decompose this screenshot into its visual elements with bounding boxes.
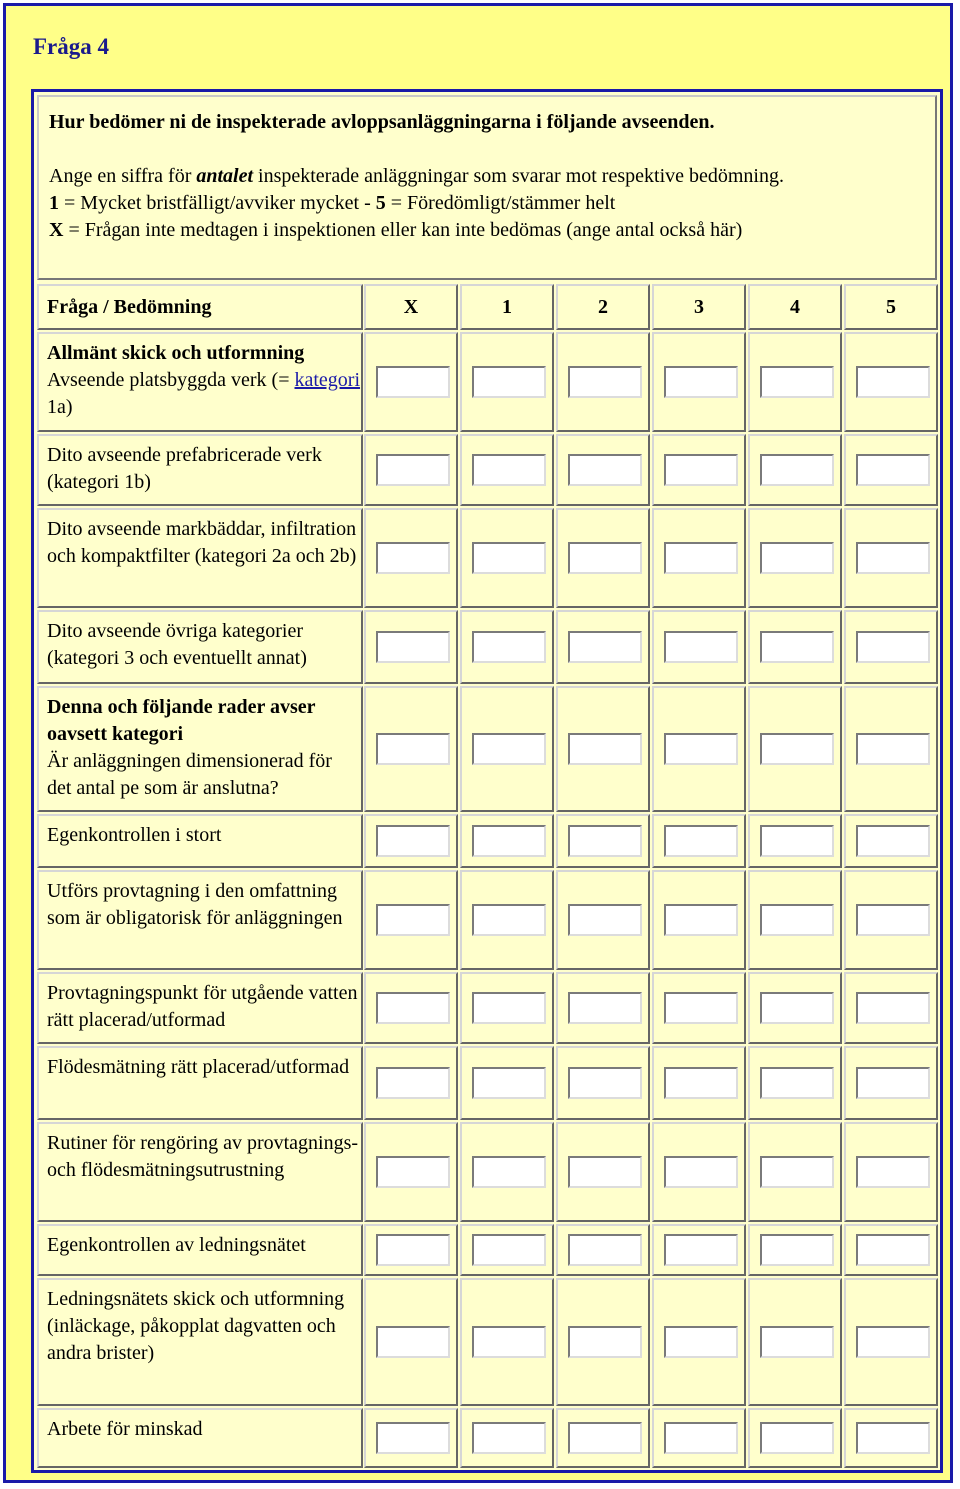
rating-cell	[556, 1278, 650, 1406]
rating-cell	[652, 686, 746, 812]
rating-cell	[844, 1046, 938, 1120]
rating-cell	[556, 1408, 650, 1468]
rating-cell	[460, 1278, 554, 1406]
rating-cell	[364, 610, 458, 684]
rating-input-x[interactable]	[376, 733, 450, 765]
rating-input-x[interactable]	[376, 366, 450, 398]
rating-cell	[460, 508, 554, 608]
rating-input-x[interactable]	[376, 1067, 450, 1099]
rating-cell	[748, 686, 842, 812]
row-text: Dito avseende prefabricerade verk (kategori 1b)	[47, 444, 322, 493]
rating-input-5[interactable]	[856, 733, 930, 765]
rating-input-1[interactable]	[472, 1422, 546, 1454]
rating-input-1[interactable]	[472, 904, 546, 936]
rating-cell	[460, 1408, 554, 1468]
rating-cell	[844, 870, 938, 970]
rating-input-2[interactable]	[568, 1156, 642, 1188]
instructions-box	[37, 95, 937, 280]
row-label	[37, 610, 363, 684]
rating-cell	[652, 814, 746, 868]
rating-input-x[interactable]	[376, 1326, 450, 1358]
rating-input-4[interactable]	[760, 1234, 834, 1266]
rating-input-3[interactable]	[664, 1326, 738, 1358]
rating-input-2[interactable]	[568, 631, 642, 663]
rating-cell	[844, 814, 938, 868]
row-label	[37, 814, 363, 868]
rating-cell	[652, 508, 746, 608]
rating-cell	[364, 972, 458, 1044]
rating-input-5[interactable]	[856, 1156, 930, 1188]
rating-cell	[844, 972, 938, 1044]
rating-input-4[interactable]	[760, 1067, 834, 1099]
rating-cell	[748, 814, 842, 868]
rating-input-5[interactable]	[856, 631, 930, 663]
rating-cell	[652, 870, 746, 970]
rating-cell	[364, 508, 458, 608]
rating-cell	[844, 332, 938, 432]
instructions-heading: Hur bedömer ni de inspekterade avloppsanläggningarna i följande avseenden.	[49, 111, 715, 133]
rating-input-1[interactable]	[472, 542, 546, 574]
rating-cell	[652, 1224, 746, 1276]
row-text: Dito avseende övriga kategorier (kategori 3 och eventuellt annat)	[47, 620, 307, 669]
emphasis-antalet: antalet	[196, 165, 254, 187]
rating-cell	[460, 434, 554, 506]
column-header-4: 4	[748, 284, 842, 330]
rating-cell	[652, 332, 746, 432]
row-text: Ledningsnätets skick och utformning (inläckage, påkopplat dagvatten och andra brister)	[47, 1288, 345, 1364]
column-header-x: X	[364, 284, 458, 330]
rating-input-1[interactable]	[472, 631, 546, 663]
rating-input-x[interactable]	[376, 454, 450, 486]
rating-input-3[interactable]	[664, 1156, 738, 1188]
rating-input-1[interactable]	[472, 366, 546, 398]
column-header-5: 5	[844, 284, 938, 330]
question-title: Fråga 4	[33, 34, 110, 59]
rating-input-x[interactable]	[376, 1422, 450, 1454]
question-panel	[3, 3, 953, 1483]
rating-cell	[652, 1046, 746, 1120]
rating-input-4[interactable]	[760, 542, 834, 574]
rating-input-2[interactable]	[568, 366, 642, 398]
rating-cell	[364, 332, 458, 432]
rating-cell	[460, 814, 554, 868]
rating-input-3[interactable]	[664, 542, 738, 574]
rating-cell	[844, 1122, 938, 1222]
rating-cell	[364, 1224, 458, 1276]
column-header-2: 2	[556, 284, 650, 330]
rating-input-5[interactable]	[856, 992, 930, 1024]
column-header-1: 1	[460, 284, 554, 330]
rating-input-5[interactable]	[856, 366, 930, 398]
rating-input-4[interactable]	[760, 1422, 834, 1454]
rating-input-1[interactable]	[472, 1067, 546, 1099]
rating-cell	[460, 610, 554, 684]
row-label	[37, 1046, 363, 1120]
rating-input-5[interactable]	[856, 542, 930, 574]
row-text: Arbete för minskad	[47, 1418, 203, 1440]
rating-input-2[interactable]	[568, 1067, 642, 1099]
rating-cell	[460, 1122, 554, 1222]
rating-input-4[interactable]	[760, 1156, 834, 1188]
column-header-3: 3	[652, 284, 746, 330]
rating-input-x[interactable]	[376, 1234, 450, 1266]
row-label	[37, 686, 363, 812]
rating-cell	[844, 508, 938, 608]
rating-cell	[556, 332, 650, 432]
rating-input-2[interactable]	[568, 1422, 642, 1454]
rating-cell	[556, 1046, 650, 1120]
rating-cell	[556, 1224, 650, 1276]
rating-cell	[556, 814, 650, 868]
column-header-question: Fråga / Bedömning	[37, 284, 363, 330]
rating-cell	[748, 332, 842, 432]
rating-input-1[interactable]	[472, 1156, 546, 1188]
rating-input-5[interactable]	[856, 825, 930, 857]
rating-input-3[interactable]	[664, 992, 738, 1024]
rating-cell	[364, 1408, 458, 1468]
row-text: Dito avseende markbäddar, infiltration och kompaktfilter (kategori 2a och 2b)	[47, 518, 357, 567]
rating-cell	[364, 1046, 458, 1120]
rating-cell	[844, 1408, 938, 1468]
row-text: Avseende platsbyggda verk (= kategori 1a)	[47, 369, 361, 418]
rating-cell	[460, 1046, 554, 1120]
rating-cell	[748, 1224, 842, 1276]
rating-cell	[748, 870, 842, 970]
rating-cell	[748, 1278, 842, 1406]
row-text: Egenkontrollen av ledningsnätet	[47, 1234, 306, 1256]
rating-input-1[interactable]	[472, 733, 546, 765]
rating-cell	[460, 332, 554, 432]
rating-input-3[interactable]	[664, 733, 738, 765]
rating-input-3[interactable]	[664, 1067, 738, 1099]
rating-input-3[interactable]	[664, 1234, 738, 1266]
rating-cell	[844, 1278, 938, 1406]
kategori-link[interactable]: kategori	[294, 369, 361, 391]
row-heading: Allmänt skick och utformning	[47, 342, 305, 364]
rating-input-4[interactable]	[760, 631, 834, 663]
rating-cell	[844, 610, 938, 684]
rating-cell	[460, 972, 554, 1044]
question-table-frame	[31, 89, 943, 1473]
rating-cell	[652, 972, 746, 1044]
rating-input-5[interactable]	[856, 1067, 930, 1099]
row-label	[37, 332, 363, 432]
rating-cell	[460, 686, 554, 812]
rating-input-x[interactable]	[376, 631, 450, 663]
row-text: Egenkontrollen i stort	[47, 824, 222, 846]
rating-cell	[652, 434, 746, 506]
rating-input-1[interactable]	[472, 825, 546, 857]
row-text: Flödesmätning rätt placerad/utformad	[47, 1056, 350, 1078]
rating-cell	[748, 1408, 842, 1468]
rating-cell	[748, 610, 842, 684]
rating-input-x[interactable]	[376, 904, 450, 936]
row-label	[37, 1278, 363, 1406]
rating-input-2[interactable]	[568, 992, 642, 1024]
rating-input-1[interactable]	[472, 454, 546, 486]
rating-input-2[interactable]	[568, 733, 642, 765]
rating-input-2[interactable]	[568, 825, 642, 857]
rating-input-x[interactable]	[376, 542, 450, 574]
rating-cell	[556, 610, 650, 684]
rating-cell	[364, 870, 458, 970]
rating-cell	[556, 972, 650, 1044]
rating-cell	[460, 870, 554, 970]
rating-input-3[interactable]	[664, 454, 738, 486]
rating-cell	[364, 686, 458, 812]
rating-input-4[interactable]	[760, 992, 834, 1024]
rating-cell	[364, 1122, 458, 1222]
row-label	[37, 1122, 363, 1222]
rating-input-4[interactable]	[760, 1326, 834, 1358]
rating-input-1[interactable]	[472, 1326, 546, 1358]
rating-cell	[652, 1122, 746, 1222]
rating-input-4[interactable]	[760, 366, 834, 398]
row-text: Provtagningspunkt för utgående vatten rätt placerad/utformad	[47, 982, 358, 1031]
row-text: Är anläggningen dimensionerad för det antal pe som är anslutna?	[47, 750, 332, 799]
row-label	[37, 434, 363, 506]
rating-input-2[interactable]	[568, 454, 642, 486]
rating-input-2[interactable]	[568, 542, 642, 574]
instructions-line: Ange en siffra för antalet inspekterade anläggningar som svarar mot respektive bedömning.	[49, 165, 784, 187]
rating-input-5[interactable]	[856, 904, 930, 936]
scale-line-x: X = Frågan inte medtagen i inspektionen eller kan inte bedömas (ange antal också här)	[49, 219, 743, 241]
rating-input-2[interactable]	[568, 1234, 642, 1266]
rating-input-2[interactable]	[568, 1326, 642, 1358]
rating-cell	[748, 972, 842, 1044]
rating-cell	[460, 1224, 554, 1276]
rating-cell	[844, 686, 938, 812]
rating-input-3[interactable]	[664, 366, 738, 398]
row-label	[37, 870, 363, 970]
rating-input-2[interactable]	[568, 904, 642, 936]
rating-input-3[interactable]	[664, 1422, 738, 1454]
rating-cell	[652, 610, 746, 684]
rating-input-4[interactable]	[760, 825, 834, 857]
rating-input-5[interactable]	[856, 454, 930, 486]
row-text: Rutiner för rengöring av provtagnings- och flödesmätningsutrustning	[47, 1132, 359, 1181]
rating-input-1[interactable]	[472, 1234, 546, 1266]
rating-cell	[364, 434, 458, 506]
rating-cell	[364, 814, 458, 868]
scale-line-1-5: 1 = Mycket bristfälligt/avviker mycket - 5 = Föredömligt/stämmer helt	[49, 192, 616, 214]
rating-input-5[interactable]	[856, 1422, 930, 1454]
rating-cell	[556, 686, 650, 812]
rating-cell	[556, 434, 650, 506]
rating-cell	[748, 1046, 842, 1120]
rating-cell	[556, 508, 650, 608]
rating-cell	[556, 870, 650, 970]
rating-cell	[844, 434, 938, 506]
rating-input-4[interactable]	[760, 904, 834, 936]
rating-input-3[interactable]	[664, 631, 738, 663]
rating-input-x[interactable]	[376, 825, 450, 857]
rating-cell	[748, 508, 842, 608]
rating-cell	[844, 1224, 938, 1276]
rating-cell	[556, 1122, 650, 1222]
rating-input-5[interactable]	[856, 1234, 930, 1266]
rating-input-5[interactable]	[856, 1326, 930, 1358]
row-text: Utförs provtagning i den omfattning som är obligatorisk för anläggningen	[47, 880, 343, 929]
rating-cell	[652, 1278, 746, 1406]
row-label	[37, 508, 363, 608]
rating-input-4[interactable]	[760, 454, 834, 486]
rating-cell	[364, 1278, 458, 1406]
rating-input-3[interactable]	[664, 825, 738, 857]
rating-cell	[748, 434, 842, 506]
row-heading: Denna och följande rader avser oavsett kategori	[47, 696, 316, 745]
rating-input-1[interactable]	[472, 992, 546, 1024]
rating-input-4[interactable]	[760, 733, 834, 765]
rating-input-3[interactable]	[664, 904, 738, 936]
row-label	[37, 972, 363, 1044]
rating-input-x[interactable]	[376, 1156, 450, 1188]
rating-cell	[652, 1408, 746, 1468]
rating-cell	[748, 1122, 842, 1222]
row-label	[37, 1408, 363, 1468]
rating-input-x[interactable]	[376, 992, 450, 1024]
row-label	[37, 1224, 363, 1276]
